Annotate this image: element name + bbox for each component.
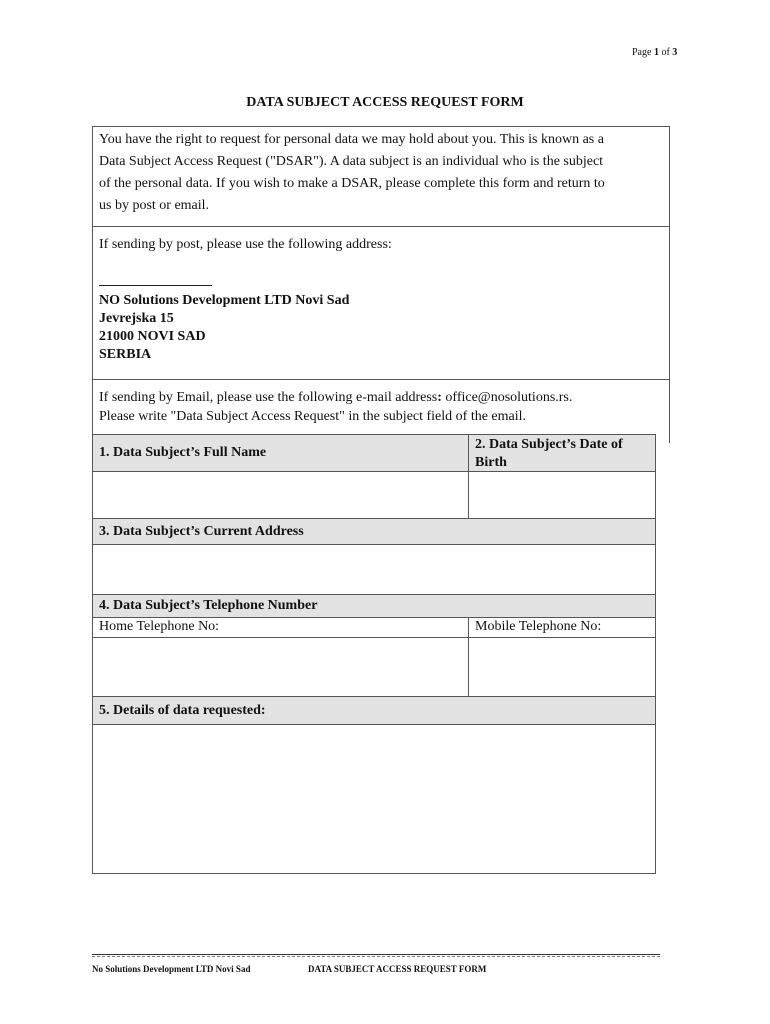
email-address[interactable]: office@nosolutions.rs. <box>445 390 573 405</box>
dob-header <box>468 434 656 472</box>
postal-instruction: If sending by post, please use the following address: <box>99 237 392 252</box>
mobile-phone-label: Mobile Telephone No: <box>475 619 602 634</box>
address-line: Jevrejska 15 <box>99 311 174 326</box>
current-address-header <box>92 518 656 545</box>
intro-line: of the personal data. If you wish to make a DSAR, please complete this form and return to <box>99 176 605 191</box>
home-phone-label: Home Telephone No: <box>99 619 220 634</box>
details-header <box>92 696 656 725</box>
details-label: 5. Details of data requested: <box>99 703 266 718</box>
intro-line: Data Subject Access Request ("DSAR"). A data subject is an individual who is the subject <box>99 154 604 169</box>
email-instruction <box>99 388 663 407</box>
home-phone-input[interactable] <box>92 637 469 697</box>
intro-line: You have the right to request for personal data we may hold about you. This is known as a <box>99 132 604 147</box>
footer-company: No Solutions Development LTD Novi Sad <box>92 964 251 974</box>
intro-section <box>92 126 670 230</box>
form-title: DATA SUBJECT ACCESS REQUEST FORM <box>246 95 524 110</box>
page-current: 1 <box>653 47 659 58</box>
postal-section <box>92 226 670 390</box>
mobile-phone-label-cell <box>468 617 656 638</box>
telephone-header <box>92 594 656 618</box>
email-colon: : <box>437 390 442 405</box>
dob-input[interactable] <box>468 471 656 519</box>
page-total: 3 <box>672 47 678 58</box>
footer-divider-dashed <box>92 956 660 957</box>
dob-label-line: 2. Data Subject’s Date of <box>475 437 623 452</box>
page-label: Page <box>632 47 652 58</box>
blank-line <box>99 273 212 286</box>
email-instruction-text: If sending by Email, please use the following e-mail address <box>99 390 438 405</box>
mobile-phone-input[interactable] <box>468 637 656 697</box>
full-name-input[interactable] <box>92 471 469 519</box>
home-phone-label-cell <box>92 617 469 638</box>
intro-line: us by post or email. <box>99 198 210 213</box>
details-input[interactable] <box>92 724 656 874</box>
full-name-header <box>92 434 469 472</box>
footer-divider <box>92 954 660 955</box>
page-of: of <box>661 47 670 58</box>
dob-label <box>475 436 623 472</box>
current-address-label: 3. Data Subject’s Current Address <box>99 524 304 539</box>
postal-address <box>99 292 663 364</box>
address-line: 21000 NOVI SAD <box>99 329 206 344</box>
dob-label-line: Birth <box>475 455 507 470</box>
full-name-label: 1. Data Subject’s Full Name <box>99 445 267 460</box>
email-subject-note: Please write "Data Subject Access Request" in the subject field of the email. <box>99 409 527 424</box>
current-address-input[interactable] <box>92 544 656 595</box>
footer-form-name: DATA SUBJECT ACCESS REQUEST FORM <box>308 964 487 974</box>
page-indicator <box>632 47 677 58</box>
telephone-label: 4. Data Subject’s Telephone Number <box>99 598 318 613</box>
address-line: NO Solutions Development LTD Novi Sad <box>99 293 350 308</box>
address-line: SERBIA <box>99 347 152 362</box>
